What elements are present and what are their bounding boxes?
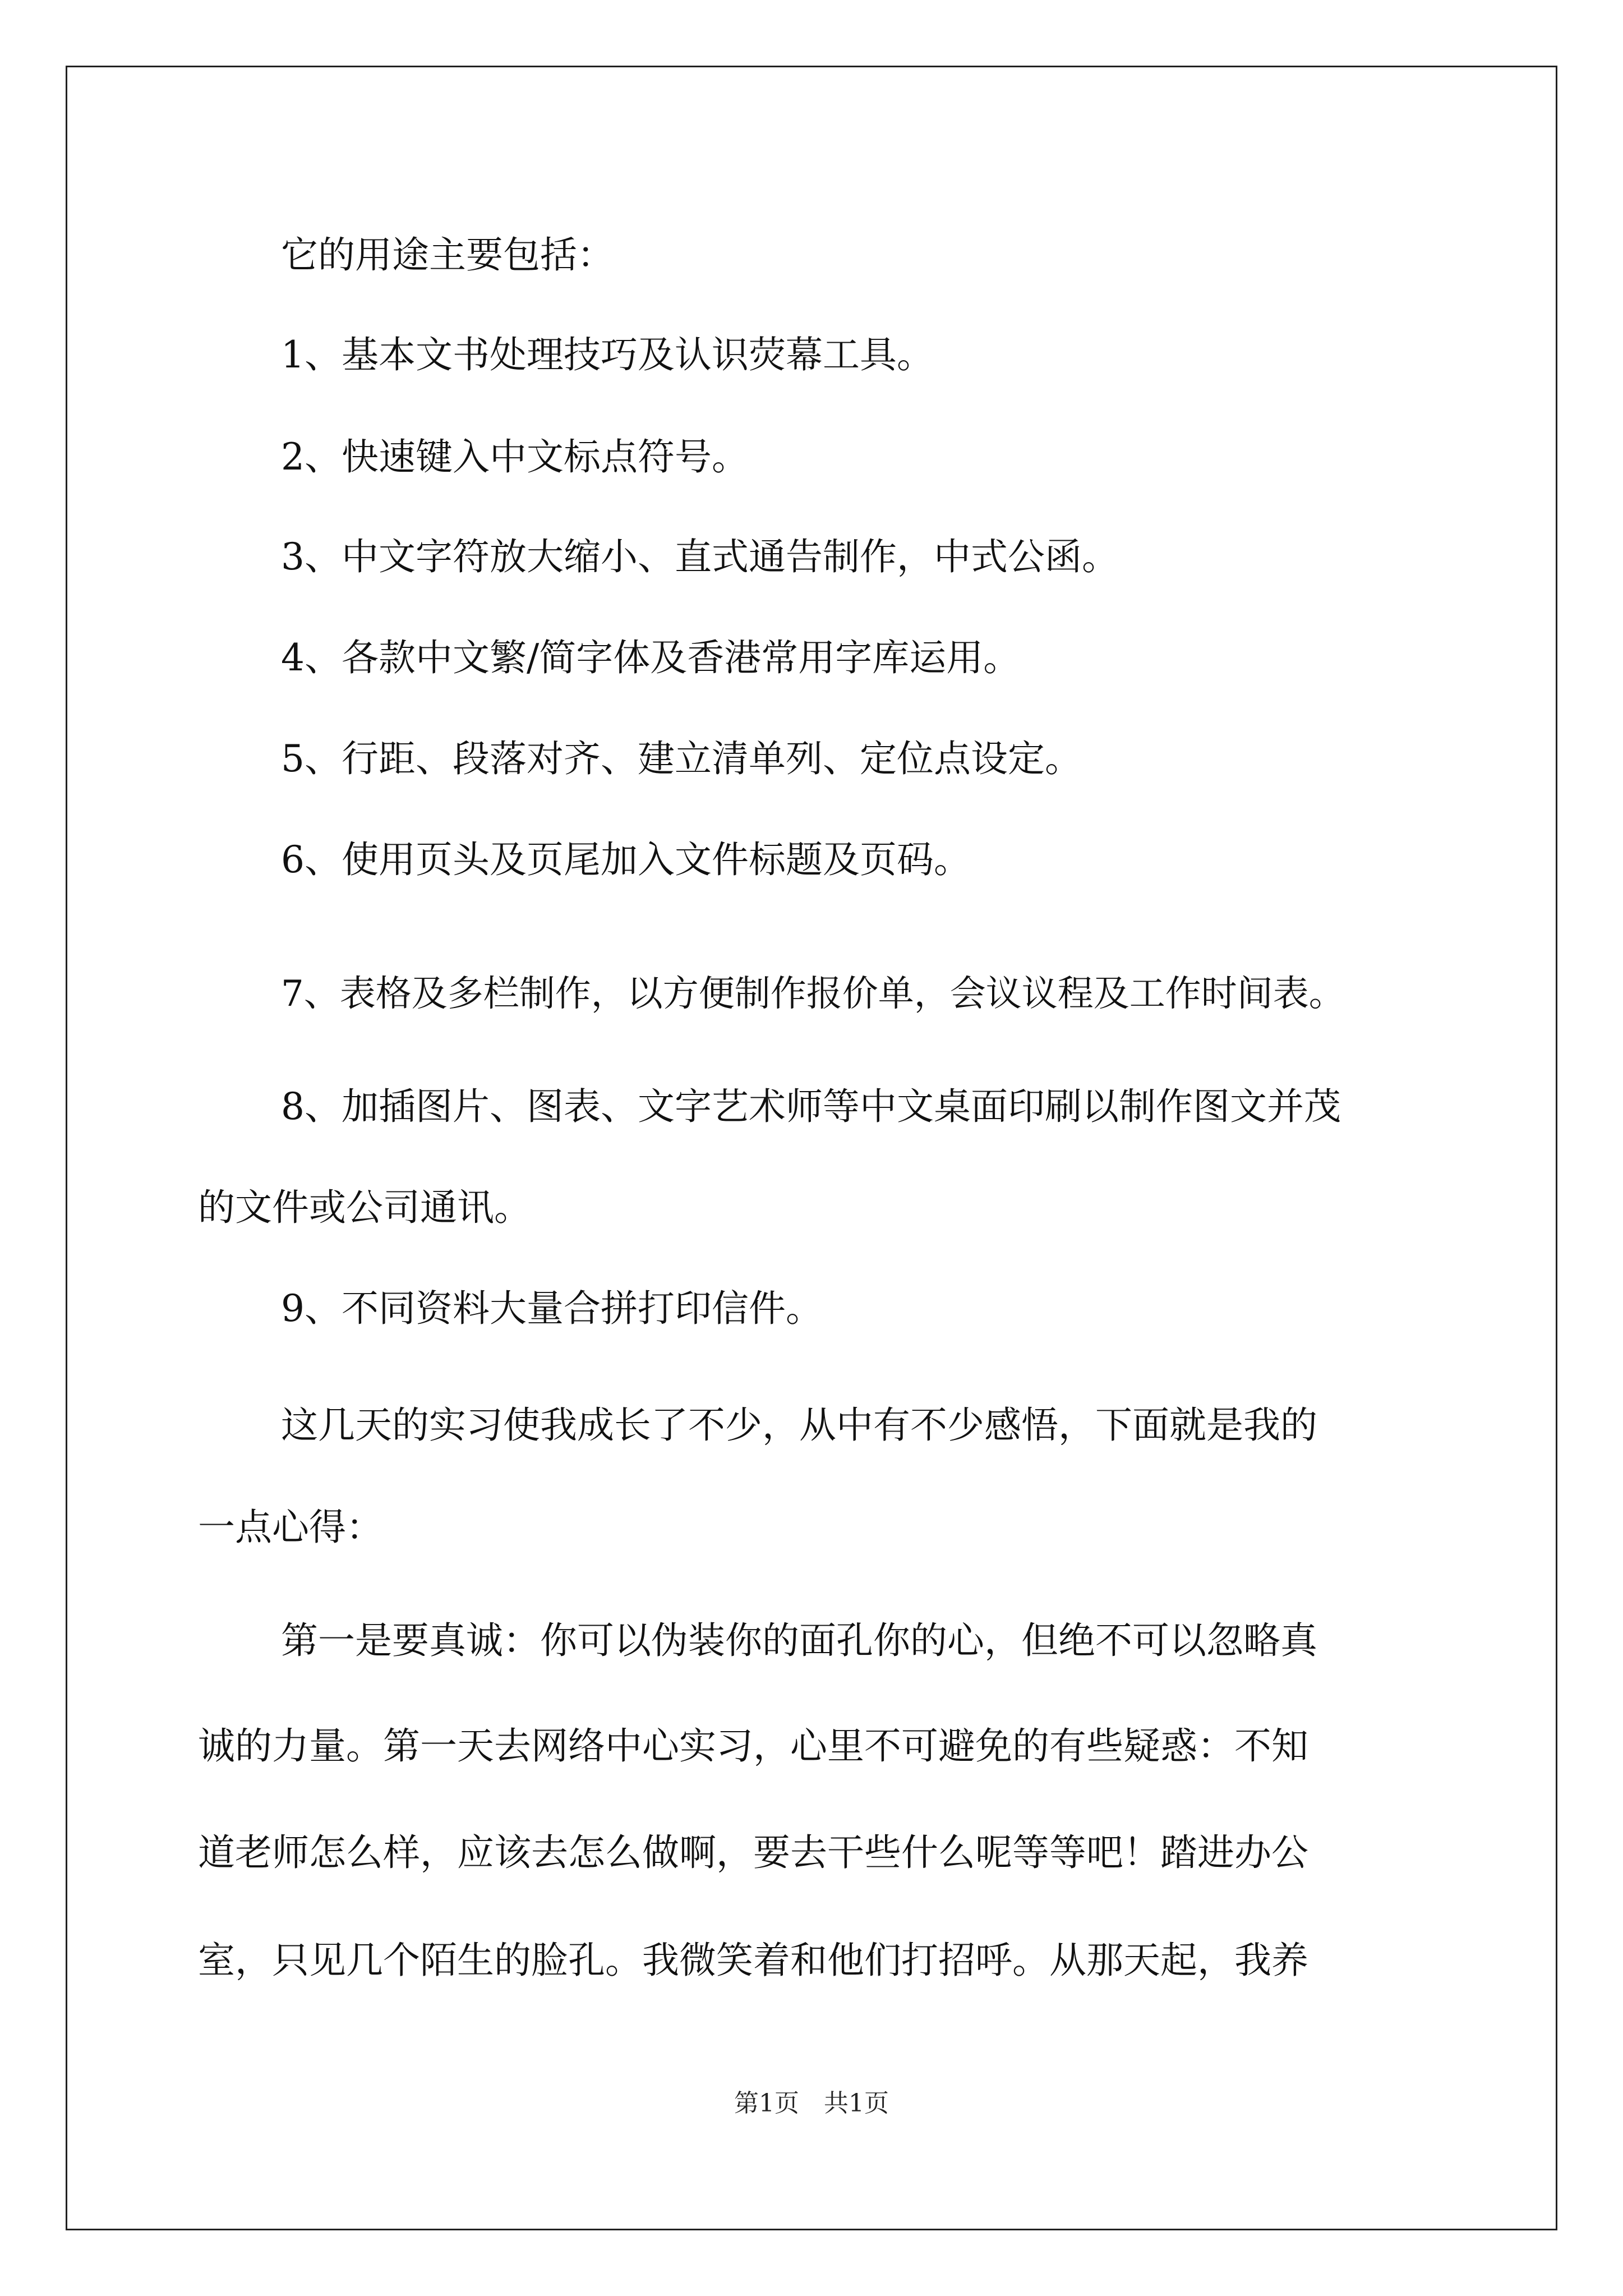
paragraph-line: 这几天的实习使我成长了不少，从中有不少感悟，下面就是我的	[281, 1404, 1317, 1447]
paragraph-line: 室，只见几个陌生的脸孔。我微笑着和他们打招呼。从那天起，我养	[198, 1939, 1308, 1982]
list-item: 7、表格及多栏制作，以方便制作报价单，会议议程及工作时间表。	[281, 973, 1345, 1015]
paragraph-line: 诚的力量。第一天去网络中心实习，心里不可避免的有些疑惑：不知	[198, 1724, 1308, 1768]
list-item: 8、加插图片、图表、文字艺术师等中文桌面印刷以制作图文并茂	[281, 1085, 1341, 1128]
list-item: 6、使用页头及页尾加入文件标题及页码。	[281, 838, 971, 881]
page-footer: 第1页 共1页	[734, 2089, 889, 2118]
list-item: 5、行距、段落对齐、建立清单列、定位点设定。	[281, 737, 1082, 780]
list-item: 2、快速键入中文标点符号。	[281, 435, 749, 478]
list-item: 9、不同资料大量合拼打印信件。	[281, 1287, 823, 1330]
list-item: 1、基本文书处理技巧及认识荧幕工具。	[281, 333, 934, 376]
page-border	[66, 66, 1557, 2230]
paragraph-line: 道老师怎么样，应该去怎么做啊，要去干些什么呢等等吧！踏进办公	[198, 1831, 1308, 1874]
paragraph-line: 一点心得：	[198, 1506, 383, 1549]
list-item: 3、中文字符放大缩小、直式通告制作，中式公函。	[281, 535, 1119, 578]
paragraph-line: 它的用途主要包括：	[281, 233, 614, 277]
list-item: 4、各款中文繁/简字体及香港常用字库运用。	[281, 636, 1021, 679]
paragraph-line: 第一是要真诚：你可以伪装你的面孔你的心，但绝不可以忽略真	[281, 1619, 1317, 1662]
paragraph-line: 的文件或公司通讯。	[198, 1186, 531, 1229]
